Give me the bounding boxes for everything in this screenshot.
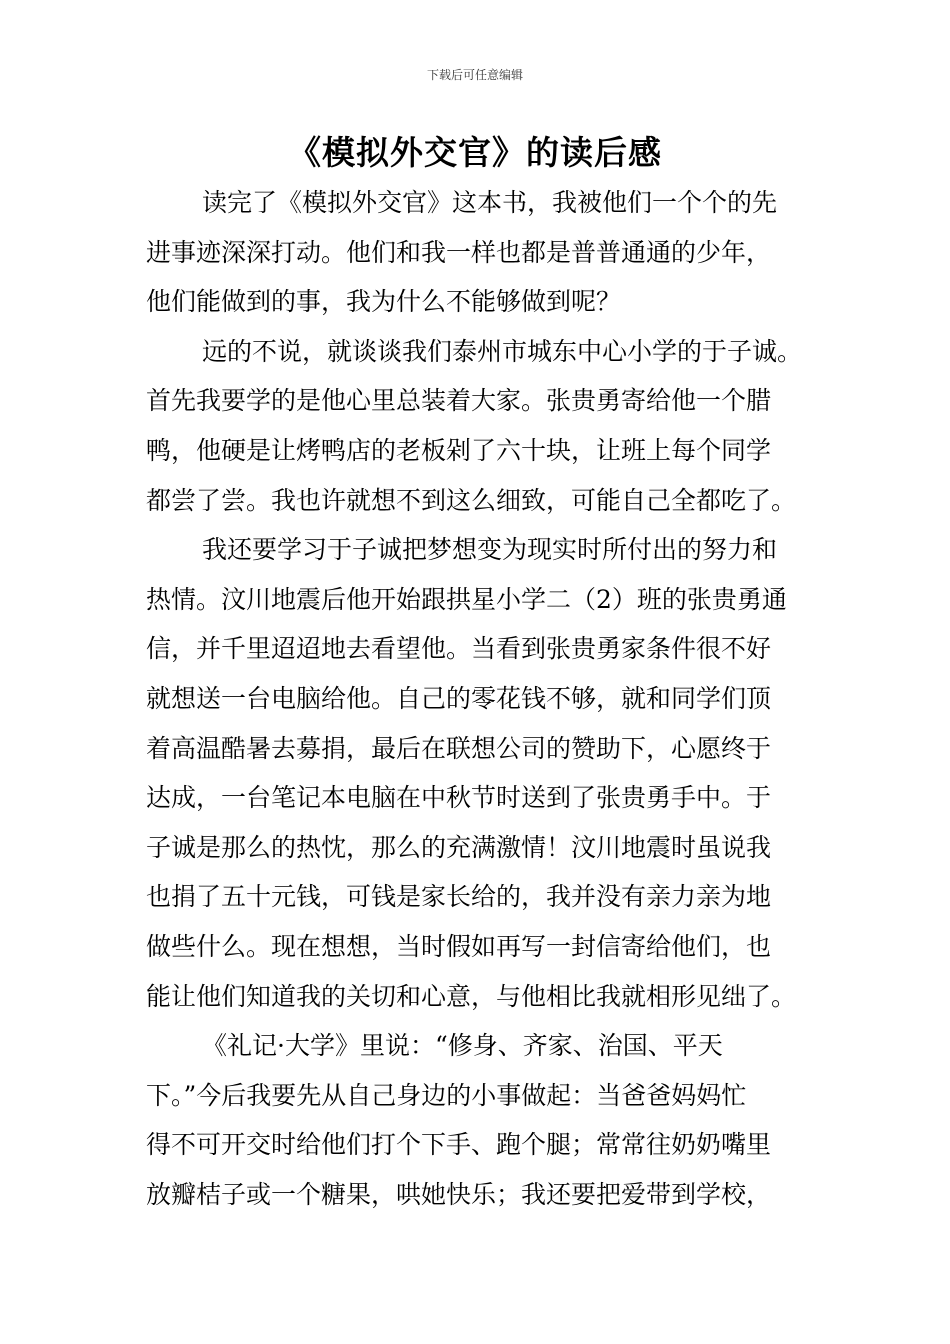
text-line: 放瓣桔子或一个糖果，哄她快乐；我还要把爱带到学校， [146, 1179, 772, 1209]
text-line: 就想送一台电脑给他。自己的零花钱不够，就和同学们顶 [146, 683, 772, 713]
text-line: 得不可开交时给他们打个下手、跑个腿；常常往奶奶嘴里 [146, 1130, 772, 1160]
text-line: 子诚是那么的热忱，那么的充满激情！汶川地震时虽说我 [146, 832, 772, 862]
text-line: 达成，一台笔记本电脑在中秋节时送到了张贵勇手中。于 [146, 783, 772, 813]
text-line: 读完了《模拟外交官》这本书，我被他们一个个的先 [202, 188, 778, 217]
text-line: 着高温酷暑去募捐，最后在联想公司的赞助下，心愿终于 [146, 733, 772, 763]
text-line: 他们能做到的事，我为什么不能够做到呢？ [146, 287, 622, 317]
text-line: 下。”今后我要先从自己身边的小事做起：当爸爸妈妈忙 [146, 1080, 747, 1110]
text-line: 我还要学习于子诚把梦想变为现实时所付出的努力和 [202, 535, 778, 565]
text-line: 能让他们知道我的关切和心意，与他相比我就相形见绌了。 [146, 981, 797, 1011]
text-line: 首先我要学的是他心里总装着大家。张贵勇寄给他一个腊 [146, 386, 772, 416]
text-line: 热情。汶川地震后他开始跟拱星小学二（2）班的张贵勇通 [146, 584, 787, 614]
text-line: 远的不说，就谈谈我们泰州市城东中心小学的于子诚。 [202, 336, 803, 366]
text-line: 做些什么。现在想想，当时假如再写一封信寄给他们，也 [146, 931, 772, 961]
text-line: 都尝了尝。我也许就想不到这么细致，可能自己全都吃了。 [146, 485, 797, 515]
text-line: 进事迹深深打动。他们和我一样也都是普普通通的少年， [146, 237, 772, 267]
page-title: 《模拟外交官》的读后感 [288, 133, 662, 172]
document-body [146, 178, 814, 1219]
text-line: 也捐了五十元钱，可钱是家长给的，我并没有亲力亲为地 [146, 882, 772, 912]
text-line: 鸭，他硬是让烤鸭店的老板剁了六十块，让班上每个同学 [146, 435, 772, 465]
text-line: 信，并千里迢迢地去看望他。当看到张贵勇家条件很不好 [146, 634, 772, 664]
text-line: 《礼记·大学》里说：“修身、齐家、治国、平天 [202, 1031, 723, 1061]
header-note: 下载后可任意编辑 [426, 68, 523, 82]
